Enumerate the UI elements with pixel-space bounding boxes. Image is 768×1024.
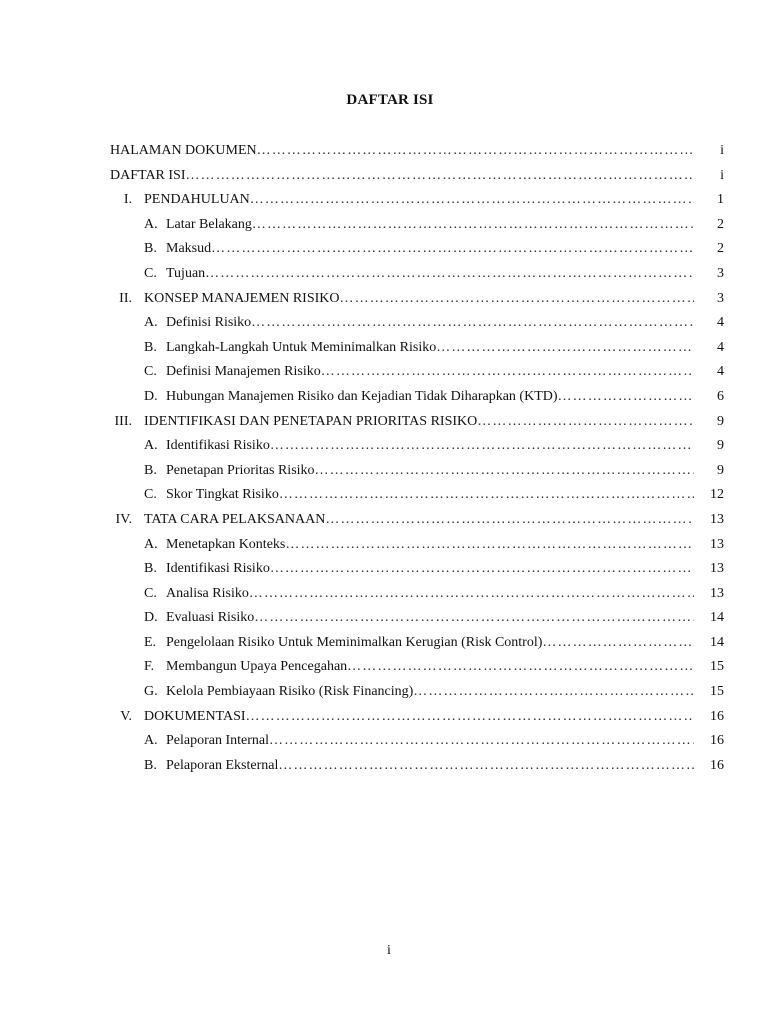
toc-entry-number: A. <box>144 438 158 454</box>
toc-entry-label: Identifikasi Risiko <box>166 438 270 454</box>
toc-entry-page: 6 <box>717 388 724 404</box>
toc-entry-page: 3 <box>717 290 724 306</box>
dot-leader <box>413 683 694 701</box>
toc-entry-page: 16 <box>710 708 724 724</box>
toc-entry-page: 13 <box>710 585 724 601</box>
toc-entry <box>110 560 724 585</box>
toc-entry-number: C. <box>144 487 157 503</box>
toc-entry-page: 2 <box>717 241 724 257</box>
toc-entry <box>110 732 724 757</box>
toc-entry <box>110 658 724 683</box>
toc-entry-label: Maksud <box>166 241 212 257</box>
toc-entry-page: 13 <box>710 561 724 577</box>
toc-entry <box>110 634 724 659</box>
dot-leader <box>436 339 694 357</box>
dot-leader <box>205 265 694 283</box>
dot-leader <box>285 536 694 554</box>
toc-entry <box>110 265 724 290</box>
toc-entry-number: IV. <box>115 511 132 527</box>
toc-entry-page: 16 <box>710 733 724 749</box>
toc-entry <box>110 191 724 216</box>
toc-entry-number: V. <box>120 708 132 724</box>
toc-entry <box>110 413 724 438</box>
toc-entry <box>110 683 724 708</box>
toc-entry-number: I. <box>123 192 132 208</box>
toc-entry-label: Membangun Upaya Pencegahan <box>166 659 348 675</box>
toc-entry-number: D. <box>144 610 158 626</box>
toc-entry-page: 12 <box>710 487 724 503</box>
toc-entry <box>110 486 724 511</box>
toc-entry-number: C. <box>144 585 157 601</box>
dot-leader <box>340 290 695 308</box>
dot-leader <box>270 437 694 455</box>
dot-leader <box>270 560 694 578</box>
toc-entry-page: i <box>720 143 724 158</box>
dot-leader <box>347 658 694 676</box>
toc-entry-page: 13 <box>710 536 724 552</box>
toc-entry <box>110 363 724 388</box>
toc-entry-page: 4 <box>717 364 724 380</box>
toc-entry-label: HALAMAN DOKUMEN <box>110 143 257 158</box>
toc-entry-page: 15 <box>710 684 724 700</box>
toc-entry <box>110 290 724 315</box>
toc-entry-label: TATA CARA PELAKSANAAN <box>144 511 326 527</box>
toc-entry-page: 15 <box>710 659 724 675</box>
dot-leader <box>278 757 694 775</box>
page-title: DAFTAR ISI <box>346 92 434 108</box>
toc-entry <box>110 536 724 561</box>
toc-entry-page: 9 <box>717 462 724 478</box>
toc-entry-label: Menetapkan Konteks <box>166 536 286 552</box>
table-of-contents <box>110 142 724 781</box>
toc-entry-label: Analisa Risiko <box>166 585 249 601</box>
dot-leader <box>321 363 694 381</box>
toc-entry-label: KONSEP MANAJEMEN RISIKO <box>144 290 340 306</box>
toc-entry-number: F. <box>144 659 155 675</box>
toc-entry-label: DAFTAR ISI <box>110 167 186 183</box>
toc-entry-number: C. <box>144 265 157 281</box>
toc-entry-label: DOKUMENTASI <box>144 708 246 724</box>
dot-leader <box>269 732 694 750</box>
toc-entry-label: Pelaporan Internal <box>166 733 270 749</box>
toc-entry <box>110 511 724 536</box>
toc-entry-page: 4 <box>717 339 724 355</box>
page-footer-number: i <box>387 943 391 958</box>
toc-entry-number: B. <box>144 757 157 773</box>
toc-entry-number: B. <box>144 462 157 478</box>
toc-entry-number: A. <box>144 216 158 232</box>
toc-entry-page: 13 <box>710 511 724 527</box>
dot-leader <box>279 486 694 504</box>
toc-entry-label: Penetapan Prioritas Risiko <box>166 462 315 478</box>
dot-leader <box>249 585 694 603</box>
dot-leader <box>477 413 694 431</box>
toc-entry-page: 9 <box>717 413 724 429</box>
toc-entry <box>110 216 724 241</box>
dot-leader <box>542 634 694 652</box>
dot-leader <box>315 462 694 480</box>
toc-entry-page: 3 <box>717 265 724 281</box>
dot-leader <box>246 708 694 726</box>
toc-entry-page: i <box>720 167 724 183</box>
toc-entry-page: 4 <box>717 315 724 331</box>
toc-entry-number: E. <box>144 634 157 650</box>
toc-entry-page: 1 <box>717 192 724 208</box>
toc-entry <box>110 339 724 364</box>
toc-entry-label: Latar Belakang <box>166 216 252 232</box>
toc-entry-page: 2 <box>717 216 724 232</box>
dot-leader <box>254 609 694 627</box>
toc-entry <box>110 240 724 265</box>
toc-entry-page: 14 <box>710 610 724 626</box>
toc-entry-page: 14 <box>710 634 724 650</box>
toc-entry-page: 9 <box>717 438 724 454</box>
toc-entry-label: Tujuan <box>166 265 206 281</box>
dot-leader <box>325 511 694 529</box>
toc-entry-number: B. <box>144 561 157 577</box>
toc-entry-label: Hubungan Manajemen Risiko dan Kejadian Tidak Diharapkan (KTD) <box>166 388 558 404</box>
toc-entry <box>110 437 724 462</box>
toc-entry-label: Definisi Risiko <box>166 315 252 331</box>
toc-entry-label: PENDAHULUAN <box>144 192 250 208</box>
dot-leader <box>252 216 694 234</box>
toc-entry-number: B. <box>144 241 157 257</box>
dot-leader <box>250 191 694 209</box>
toc-entry <box>110 142 724 167</box>
toc-entry-number: G. <box>144 684 158 700</box>
toc-entry <box>110 609 724 634</box>
toc-entry <box>110 708 724 733</box>
toc-entry-label: Identifikasi Risiko <box>166 561 270 577</box>
toc-entry <box>110 167 724 192</box>
toc-entry-number: C. <box>144 364 157 380</box>
toc-entry-label: Langkah-Langkah Untuk Meminimalkan Risiko <box>166 339 437 355</box>
toc-entry-label: IDENTIFIKASI DAN PENETAPAN PRIORITAS RISIKO <box>144 413 478 429</box>
toc-entry-label: Skor Tingkat Risiko <box>166 487 279 503</box>
dot-leader <box>251 314 694 332</box>
toc-entry-number: D. <box>144 388 158 404</box>
toc-entry-number: B. <box>144 339 157 355</box>
toc-entry-label: Definisi Manajemen Risiko <box>166 364 321 380</box>
toc-entry <box>110 388 724 413</box>
toc-entry-number: A. <box>144 536 158 552</box>
dot-leader <box>257 142 694 160</box>
toc-entry <box>110 757 724 782</box>
toc-entry-label: Pengelolaan Risiko Untuk Meminimalkan Kerugian (Risk Control) <box>166 634 543 650</box>
dot-leader <box>211 240 694 258</box>
toc-entry-number: A. <box>144 733 158 749</box>
toc-entry-page: 16 <box>710 757 724 773</box>
toc-entry <box>110 585 724 610</box>
toc-entry-label: Pelaporan Eksternal <box>166 757 279 773</box>
dot-leader <box>558 388 694 406</box>
toc-entry <box>110 314 724 339</box>
toc-entry-label: Kelola Pembiayaan Risiko (Risk Financing) <box>166 684 414 700</box>
toc-entry-label: Evaluasi Risiko <box>166 610 255 626</box>
toc-entry-number: A. <box>144 315 158 331</box>
toc-entry-number: II. <box>119 290 132 306</box>
toc-entry-number: III. <box>114 413 132 429</box>
dot-leader <box>186 167 695 185</box>
toc-entry <box>110 462 724 487</box>
